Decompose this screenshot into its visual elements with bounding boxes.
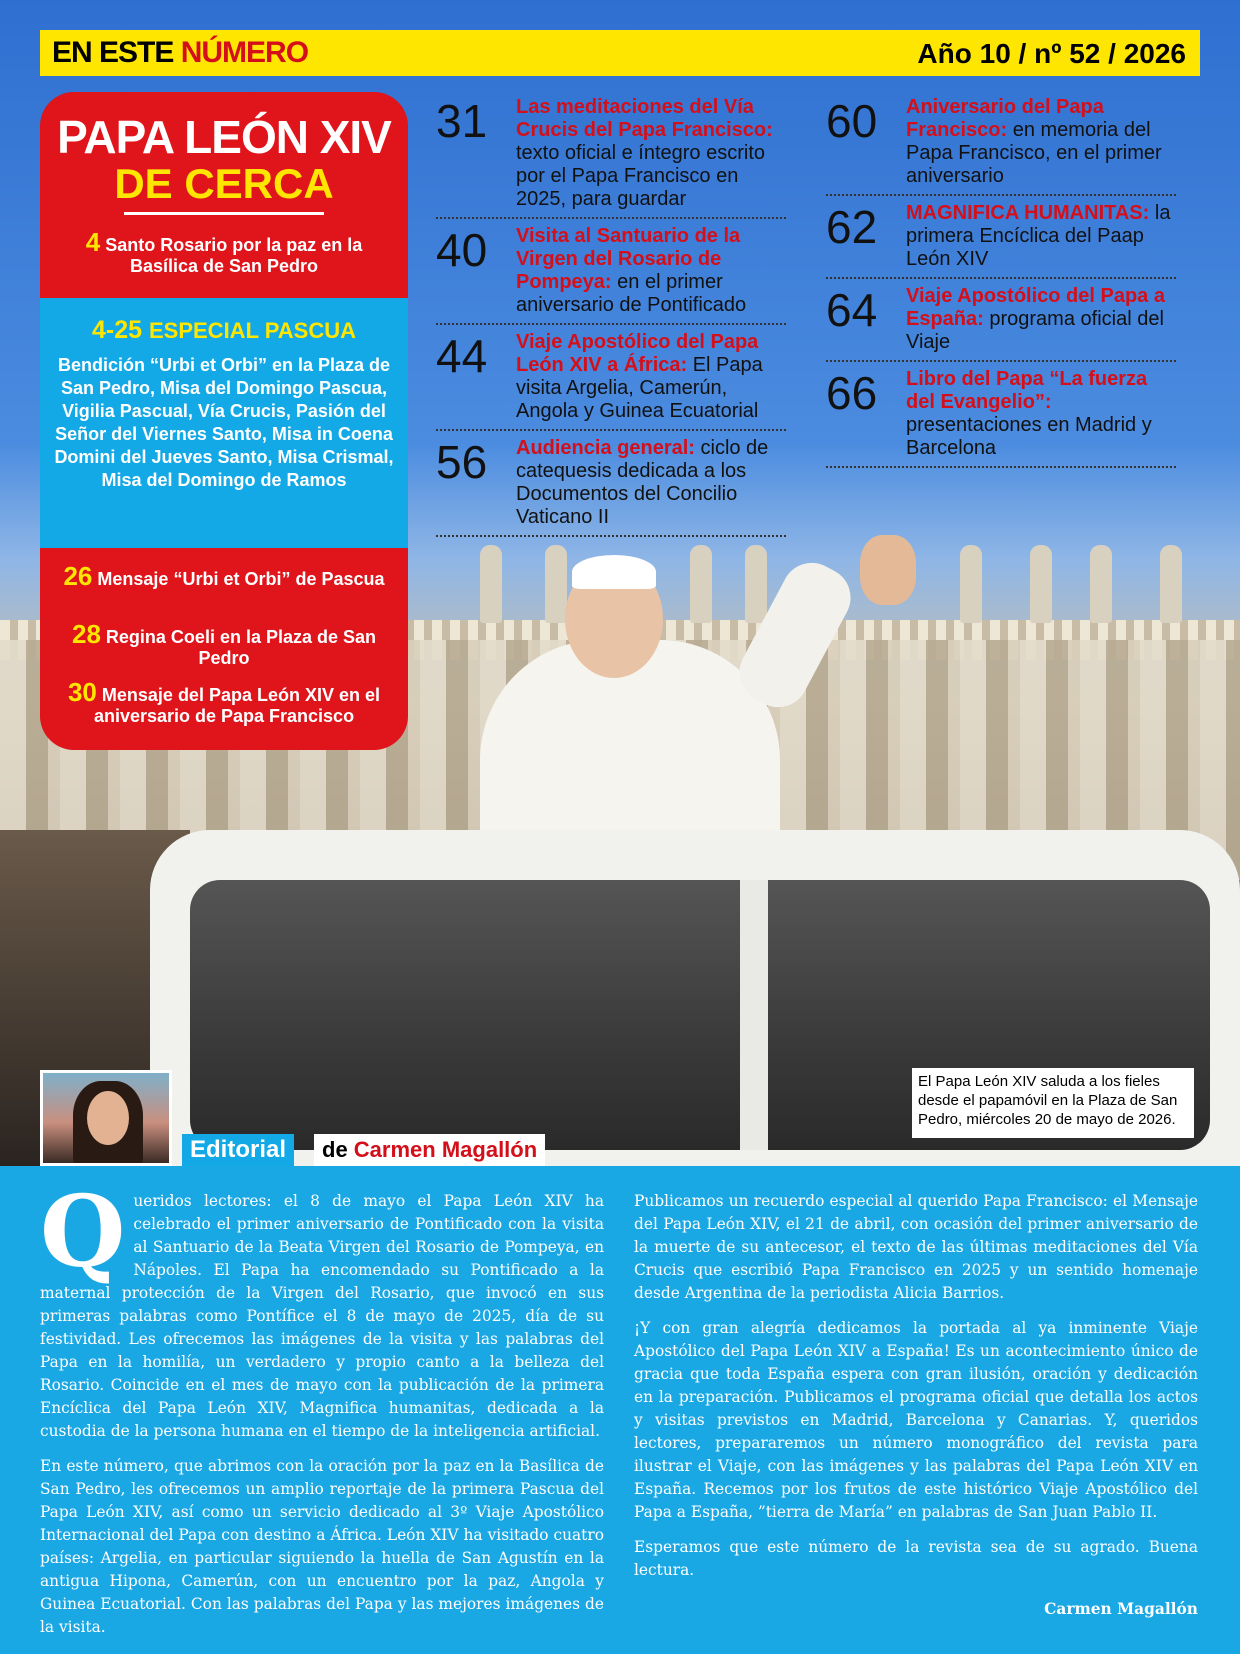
toc-item[interactable] xyxy=(826,368,1176,468)
editorial-paragraph: ¡Y con gran alegría dedicamos la portada al ya inminente Viaje Apostólico del Papa León XIV a España! Es un acontecimiento único de gracia que toda España espera con gran ilusión, oración y dedicación en la preparación. Publicamos el programa oficial que detalla los actos y visitas previstos en Madrid, Barcelona y Canarias. Y, queridos lectores, prepararemos un número monográfico del revista para ilustrar el Viaje, con las imágenes y las palabras del Papa León XIV en España. Recemos por los frutos de este histórico Viaje Apostólico del Papa a España, ”tierra de María” en palabras de San Juan Pablo II. xyxy=(634,1319,1198,1521)
section-title-part2: NÚMERO xyxy=(180,36,309,69)
toc-title: Audiencia general: xyxy=(516,437,695,459)
page-number: 62 xyxy=(826,201,878,253)
paragraph-text: ueridos lectores: el 8 de mayo el Papa León XIV ha celebrado el primer aniversario de Pontificado con la visita al Santuario de la Beata Virgen del Rosario de Pompeya, en Nápoles. El Papa ha encomendado su Pontificado a la maternal protección de la Virgen del Rosario, que invocó en sus primeras palabras como Pontífice el 8 de mayo de 2025, día de su festividad. Les ofrecemos las imágenes de la visita y las palabras del Papa en la homilía, un verdadero y propio canto a la belleza del Rosario. Coincide en el mes de mayo con la publicación de la primera Encíclica del Papa León XIV, Magnifica humanitas, dedicada a la custodia de la persona humana en el tiempo de la inteligencia artificial. xyxy=(40,1192,604,1440)
toc-desc: programa oficial del Viaje xyxy=(906,308,1164,353)
page-number: 4 xyxy=(85,227,101,257)
statue xyxy=(545,545,567,623)
cover-item-text: Santo Rosario por la paz en la Basílica de San Pedro xyxy=(105,235,363,276)
page-number: 66 xyxy=(826,367,878,419)
byline-prefix: de xyxy=(322,1137,354,1162)
toc-item[interactable] xyxy=(826,96,1176,196)
cover-item[interactable] xyxy=(50,619,398,669)
toc-item[interactable] xyxy=(436,437,786,537)
statue xyxy=(745,545,767,623)
statue xyxy=(1030,545,1052,623)
byline-author: Carmen Magallón xyxy=(353,1137,538,1162)
page-number: 26 xyxy=(63,561,93,591)
cover-item-text: Mensaje “Urbi et Orbi” de Pascua xyxy=(97,569,385,589)
photo-caption: El Papa León XIV saluda a los fieles desde el papamóvil en la Plaza de San Pedro, miércoles 20 de mayo de 2026. xyxy=(912,1068,1194,1138)
section-title-part1: EN ESTE xyxy=(52,36,181,69)
editorial-paragraph: Esperamos que este número de la revista sea de su agrado. Buena lectura. xyxy=(634,1538,1198,1579)
statue xyxy=(1090,545,1112,623)
toc-item[interactable] xyxy=(826,285,1176,362)
toc-item[interactable] xyxy=(436,225,786,325)
cover-item-text: Mensaje del Papa León XIV en el aniversario de Papa Francisco xyxy=(93,685,381,726)
toc-title: Viaje Apostólico del Papa a España: xyxy=(906,285,1165,330)
toc-column-left xyxy=(436,96,786,543)
page-number: 56 xyxy=(436,436,488,488)
page-number: 31 xyxy=(436,95,488,147)
editorial-paragraph: Publicamos un recuerdo especial al querido Papa Francisco: el Mensaje del Papa León XIV, el 21 de abril, con ocasión del primer aniversario de la muerte de su antecesor, el texto de las últimas meditaciones del Vía Crucis que escribió Papa Francisco en 2025 y un sentido homenaje desde Argentina de la periodista Alicia Barrios. xyxy=(634,1192,1198,1302)
cover-item[interactable] xyxy=(50,677,398,727)
editorial-label: Editorial xyxy=(182,1134,294,1166)
page-number: 44 xyxy=(436,330,488,382)
toc-desc: ciclo de catequesis dedicada a los Documentos del Concilio Vaticano II xyxy=(516,437,769,528)
toc-desc: presentaciones en Madrid y Barcelona xyxy=(906,414,1152,459)
drop-cap: Q xyxy=(40,1175,126,1290)
page-range: 4-25 xyxy=(91,316,143,344)
cover-more-box xyxy=(40,548,408,750)
toc-desc: la primera Encíclica del Paap León XIV xyxy=(906,202,1171,270)
editorial-paragraph: En este número, que abrimos con la oración por la paz en la Basílica de San Pedro, les ofrecemos un amplio reportaje de la primera Pascua del Papa León XIV, así como un servicio dedicado al 3º Viaje Apostólico Internacional del Papa con destino a África. León XIV ha visitado cuatro países: Argelia, en particular siguiendo la huella de San Agustín en la antigua Hipona, Camerún, con un encuentro por la paz, Angola y Guinea Ecuatorial. Con las palabras del Papa y las mejores imágenes de la visita. xyxy=(40,1457,604,1636)
page-number: 30 xyxy=(67,677,97,707)
toc-title: Visita al Santuario de la Virgen del Rosario de Pompeya: xyxy=(516,225,741,293)
toc-item[interactable] xyxy=(826,202,1176,279)
editorial-byline xyxy=(314,1134,545,1166)
divider xyxy=(124,212,324,215)
editorial-column-2 xyxy=(634,1190,1198,1621)
toc-title: Las meditaciones del Vía Crucis del Papa Francisco: xyxy=(516,96,773,141)
statue xyxy=(690,545,712,623)
editorial-signature: Carmen Magallón xyxy=(1044,1600,1198,1618)
cover-title: PAPA LEÓN XIV xyxy=(57,111,391,163)
cover-item-text: Regina Coeli en la Plaza de San Pedro xyxy=(105,627,377,668)
toc-item[interactable] xyxy=(436,96,786,219)
toc-title: Viaje Apostólico del Papa León XIV a África: xyxy=(516,331,759,376)
toc-desc: en el primer aniversario de Pontificado xyxy=(516,271,747,316)
section-header-bar xyxy=(40,30,1200,76)
author-portrait xyxy=(40,1070,172,1166)
cover-subtitle: DE CERCA xyxy=(114,160,334,207)
toc-item[interactable] xyxy=(436,331,786,431)
statue xyxy=(1160,545,1182,623)
editorial-section xyxy=(0,1166,1240,1654)
page-number: 28 xyxy=(71,619,101,649)
pope-hand xyxy=(860,535,916,605)
statue xyxy=(480,545,502,623)
toc-title: Aniversario del Papa Francisco: xyxy=(906,96,1104,141)
statue xyxy=(960,545,982,623)
cover-item[interactable] xyxy=(50,561,398,591)
editorial-paragraph xyxy=(40,1175,604,1443)
zucchetto xyxy=(572,555,656,589)
issue-number: Año 10 / nº 52 / 2026 xyxy=(917,38,1186,69)
cover-item[interactable] xyxy=(50,227,398,277)
special-label: ESPECIAL PASCUA xyxy=(148,318,356,343)
toc-column-right xyxy=(826,96,1176,474)
special-heading xyxy=(40,316,408,345)
toc-title: Libro del Papa “La fuerza del Evangelio”: xyxy=(906,368,1148,413)
section-title xyxy=(52,36,308,70)
windshield-pillar xyxy=(740,880,768,1150)
toc-title: MAGNIFICA HUMANITAS: xyxy=(906,202,1150,224)
special-list: Bendición “Urbi et Orbi” en la Plaza de San Pedro, Misa del Domingo Pascua, Vigilia Pascual, Vía Crucis, Pasión del Señor del Viernes Santo, Misa in Coena Domini del Jueves Santo, Misa Crismal, Misa del Domingo de Ramos xyxy=(54,355,394,490)
page-number: 60 xyxy=(826,95,878,147)
page-number: 64 xyxy=(826,284,878,336)
toc-desc: El Papa visita Argelia, Camerún, Angola y Guinea Ecuatorial xyxy=(516,354,763,422)
portrait-face xyxy=(87,1091,129,1145)
cover-feature-box xyxy=(40,92,408,298)
editorial-column-1 xyxy=(40,1175,604,1651)
toc-desc: texto oficial e íntegro escrito por el Papa Francisco en 2025, para guardar xyxy=(516,142,766,210)
page-number: 40 xyxy=(436,224,488,276)
toc-desc: en memoria del Papa Francisco, en el primer aniversario xyxy=(906,119,1162,187)
special-easter-box xyxy=(40,298,408,548)
